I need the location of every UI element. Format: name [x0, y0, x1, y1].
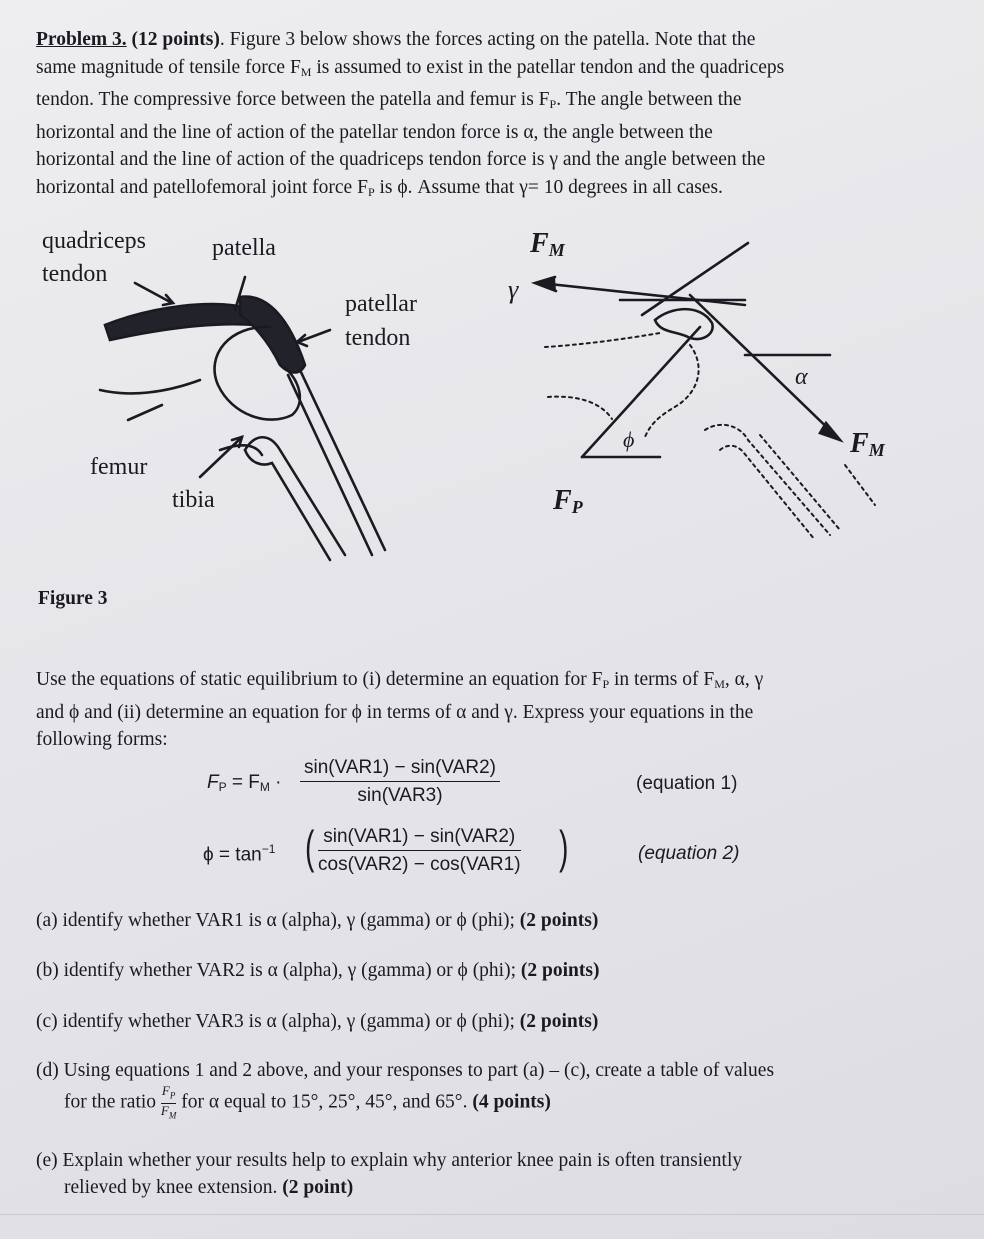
subscript: P: [549, 97, 557, 111]
question-points: (2 points): [519, 1011, 599, 1032]
label-gamma: γ: [508, 275, 519, 304]
quadriceps-force-line: [540, 283, 745, 305]
label-alpha: α: [795, 364, 808, 390]
patellar-tendon-line-1: [300, 370, 385, 550]
arrow-femur: [128, 405, 162, 420]
arrow-tibia: [200, 437, 242, 477]
intro-line-4: horizontal and the line of action of the patellar tendon force is α, the angle between the: [36, 121, 713, 143]
equation-2-denominator: cos(VAR2) − cos(VAR1): [318, 854, 521, 875]
equation-1-label: (equation 1): [636, 773, 738, 794]
ratio-fraction: [161, 1084, 176, 1122]
equation-1-fraction: [300, 757, 500, 807]
question-text: for the ratio: [64, 1091, 161, 1113]
label-femur: femur: [90, 454, 148, 480]
label-tendon-quad: tendon: [42, 261, 108, 287]
ratio-numerator: [161, 1084, 176, 1104]
subscript: P: [602, 677, 610, 691]
question-d-line-2: [36, 1084, 936, 1122]
problem-intro: [36, 26, 951, 206]
eq-text: = F: [226, 772, 260, 793]
label-quadriceps: quadriceps: [42, 228, 146, 254]
problem-points: (12 points): [131, 29, 220, 50]
figure-caption: Figure 3: [38, 588, 108, 609]
knee-anatomy-drawing: [100, 277, 385, 560]
intro-line-2: [36, 54, 951, 87]
question-text: (a) identify whether VAR1 is α (alpha), γ (gamma) or ϕ (phi);: [36, 910, 520, 931]
eq-var: F: [161, 1083, 170, 1098]
tibia-dashed-2: [720, 446, 815, 540]
subscript: P: [218, 780, 227, 794]
subscript: M: [259, 780, 270, 794]
instructions-line-3: following forms:: [36, 729, 168, 750]
fm-right-arrowhead: [820, 423, 840, 440]
femur-dashed-outline: [545, 333, 660, 347]
intro-line-1: [36, 26, 951, 54]
ratio-denominator: [161, 1104, 176, 1123]
label-patella: patella: [212, 235, 276, 261]
question-points: (2 point): [282, 1177, 354, 1198]
question-text: (b) identify whether VAR2 is α (alpha), γ (gamma) or ϕ (phi);: [36, 960, 521, 981]
intro-text: tendon. The compressive force between the patella and femur is F: [36, 89, 550, 110]
question-e: [36, 1147, 936, 1201]
instructions-text: in terms of F: [609, 669, 715, 690]
arrow-quadriceps: [135, 283, 172, 303]
superscript: −1: [261, 842, 276, 856]
figure-3: [0, 215, 984, 575]
equation-1-denominator: sin(VAR3): [357, 785, 443, 806]
label-fp: FP: [553, 485, 583, 517]
intro-text: is assumed to exist in the patellar tendon and the quadriceps: [311, 56, 785, 78]
patellar-tendon-dashed: [845, 465, 875, 505]
equation-1-numerator: sin(VAR1) − sin(VAR2): [300, 757, 500, 782]
equation-2-numerator: sin(VAR1) − sin(VAR2): [318, 826, 521, 851]
instructions-text: , α, γ: [724, 669, 764, 690]
instructions-line-1: [36, 666, 926, 699]
question-text: for α equal to 15°, 25°, 45°, and 65°.: [176, 1091, 473, 1113]
tibia-dashed-3: [760, 435, 840, 530]
question-a: [36, 907, 936, 934]
question-points: (2 points): [520, 960, 600, 981]
label-fm-right: FM: [850, 428, 885, 460]
intro-line-3: [36, 86, 951, 119]
subscript: M: [168, 1110, 177, 1121]
question-text: (c) identify whether VAR3 is α (alpha), γ (gamma) or ϕ (phi);: [36, 1011, 520, 1032]
label-fm-top: FM: [530, 228, 565, 260]
subscript: M: [714, 677, 725, 691]
intro-text: is ϕ. Assume that γ= 10 degrees in all cases.: [374, 176, 723, 198]
intro-text: same magnitude of tensile force F: [36, 56, 301, 78]
subscript: P: [367, 184, 375, 199]
femur-shaft: [100, 380, 200, 393]
fm-top-arrowhead: [535, 277, 556, 291]
patellar-force-line: [690, 295, 840, 440]
instructions-line-2: and ϕ and (ii) determine an equation for ϕ in terms of α and γ. Express your equations in the: [36, 701, 754, 723]
fp-force-line: [582, 327, 700, 457]
label-tibia: tibia: [172, 487, 215, 513]
question-c: [36, 1008, 936, 1035]
left-paren: (: [305, 821, 315, 873]
eq-var: F: [207, 772, 219, 793]
patella-outline: [655, 309, 713, 339]
question-b: [36, 957, 936, 984]
intro-text: . The angle between the: [556, 89, 742, 110]
subscript: P: [169, 1090, 176, 1101]
eq-var: F: [160, 1102, 169, 1118]
tibia-outline-1: [245, 437, 345, 555]
eq-text: ϕ = tan: [203, 844, 262, 866]
femur-dashed-lower: [548, 397, 612, 419]
question-e-line-2: [36, 1174, 936, 1201]
page-bottom-rule: [0, 1214, 984, 1215]
label-patellar: patellar: [345, 291, 417, 317]
tibia-outline-2: [245, 450, 330, 560]
intro-line-6: [36, 174, 951, 207]
question-d: [36, 1057, 936, 1122]
subscript: M: [300, 64, 312, 79]
free-body-diagram: [535, 243, 875, 540]
question-text: relieved by knee extension.: [64, 1177, 283, 1198]
question-points: (4 points): [472, 1091, 551, 1113]
intro-text: horizontal and patellofemoral joint force F: [36, 176, 368, 198]
question-d-line-1: (d) Using equations 1 and 2 above, and your responses to part (a) – (c), create a table of values: [36, 1060, 775, 1081]
eq-text: ·: [269, 772, 282, 793]
question-e-line-1: (e) Explain whether your results help to explain why anterior knee pain is often transiently: [36, 1150, 743, 1171]
label-phi: ϕ: [623, 427, 635, 452]
intro-text: . Figure 3 below shows the forces acting on the patella. Note that the: [219, 29, 756, 50]
intro-line-5: horizontal and the line of action of the quadriceps tendon force is γ and the angle between the: [36, 149, 766, 170]
label-tendon-patellar: tendon: [345, 325, 411, 351]
equation-2-fraction: [318, 826, 521, 876]
instructions-text: Use the equations of static equilibrium to (i) determine an equation for F: [36, 669, 603, 690]
question-points: (2 points): [519, 910, 599, 931]
equation-2-label: (equation 2): [638, 843, 740, 864]
patellar-tendon-line-2: [288, 375, 372, 555]
problem-heading: Problem 3.: [36, 29, 127, 50]
patella-shape: [240, 297, 305, 373]
equation-1-lhs: [207, 772, 282, 794]
equation-2-lhs: [203, 842, 275, 866]
tibia-dashed-1: [705, 425, 830, 535]
instructions: [36, 666, 926, 754]
right-paren: ): [559, 821, 569, 873]
